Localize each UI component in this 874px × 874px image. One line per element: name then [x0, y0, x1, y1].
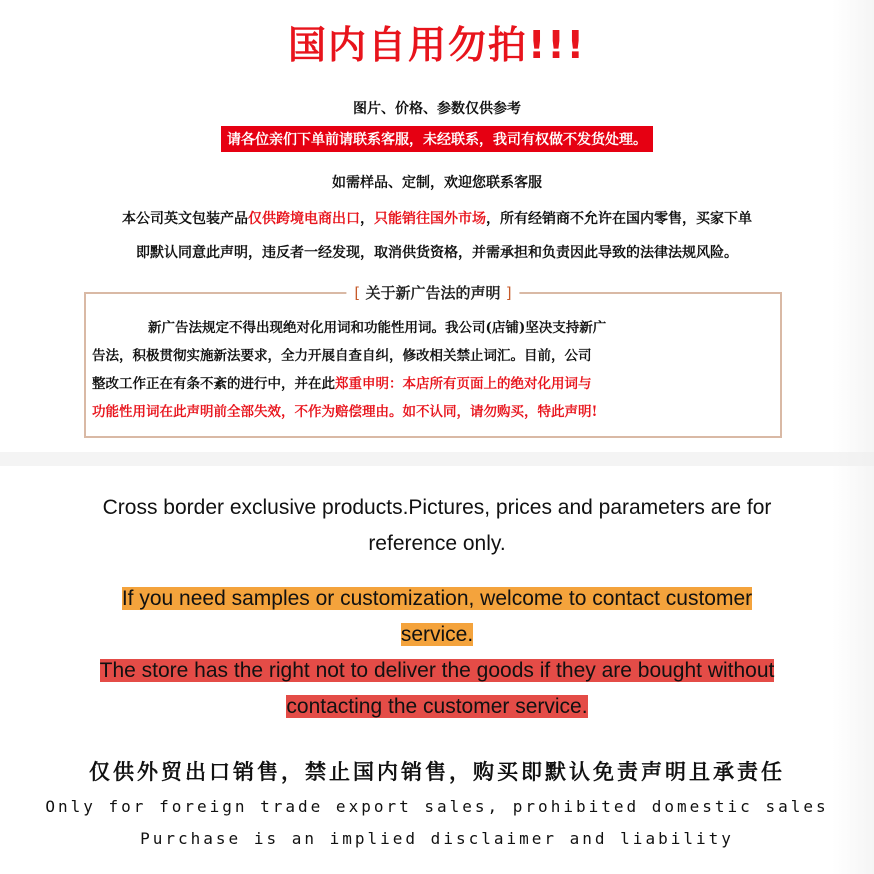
- samples-highlight-line1: If you need samples or customization, welcome to contact customer: [121, 587, 753, 610]
- export-statement-line1: 本公司英文包装产品仅供跨境电商出口，只能销往国外市场，所有经销商不允许在国内零售，买家下单: [122, 211, 752, 227]
- ad-law-notice-title: [ 关于新广告法的声明 ]: [346, 282, 519, 303]
- ad-law-paragraph-line4: 功能性用词在此声明前全部失效，不作为赔偿理由。如不认同，请勿购买，特此声明!: [92, 404, 598, 420]
- english-cross-border-note: Cross border exclusive products.Pictures, prices and parameters are for reference only.: [102, 496, 772, 555]
- overseas-only-text: 只能销往国外市场: [374, 211, 486, 227]
- contact-before-order-text: 请各位亲们下单前请联系客服，未经联系，我司有权做不发货处理。: [221, 126, 653, 152]
- export-statement-line2: 即默认同意此声明，违反者一经发现，取消供货资格，并需承担和负责因此导致的法律法规风险。: [136, 245, 738, 261]
- ad-law-paragraph-line1: 新广告法规定不得出现绝对化用词和功能性用词。我公司(店铺)坚决支持新广: [148, 320, 607, 336]
- ad-law-notice-box: [84, 284, 782, 438]
- contact-before-order-banner: [0, 126, 874, 152]
- ad-law-paragraph-line2: 告法，积极贯彻实施新法要求，全力开展自查自纠，修改相关禁止词汇。目前，公司: [92, 348, 592, 364]
- implied-disclaimer-en: Purchase is an implied disclaimer and liability: [140, 829, 734, 848]
- delivery-highlight-line1: The store has the right not to deliver the goods if they are bought without: [99, 659, 775, 682]
- english-delivery-rights-note: [20, 653, 854, 725]
- reference-note: 图片、价格、参数仅供参考: [353, 101, 521, 117]
- edge-shadow: [832, 0, 874, 874]
- section-divider: [0, 452, 874, 466]
- delivery-highlight-line2: contacting the customer service.: [286, 695, 588, 718]
- export-only-text: 仅供跨境电商出口: [248, 211, 360, 227]
- samples-highlight-line2: service.: [400, 623, 474, 646]
- english-samples-note: [40, 581, 834, 653]
- samples-note: 如需样品、定制，欢迎您联系客服: [332, 175, 542, 191]
- export-only-disclaimer-en: Only for foreign trade export sales, prohibited domestic sales: [45, 797, 829, 816]
- ad-law-paragraph-line3: 整改工作正在有条不紊的进行中，并在此郑重申明：本店所有页面上的绝对化用词与: [92, 376, 592, 392]
- page-title: 国内自用勿拍!!!: [288, 23, 586, 67]
- ad-law-notice-body: [92, 314, 774, 426]
- export-only-disclaimer-cn: 仅供外贸出口销售，禁止国内销售，购买即默认免责声明且承责任: [89, 760, 785, 784]
